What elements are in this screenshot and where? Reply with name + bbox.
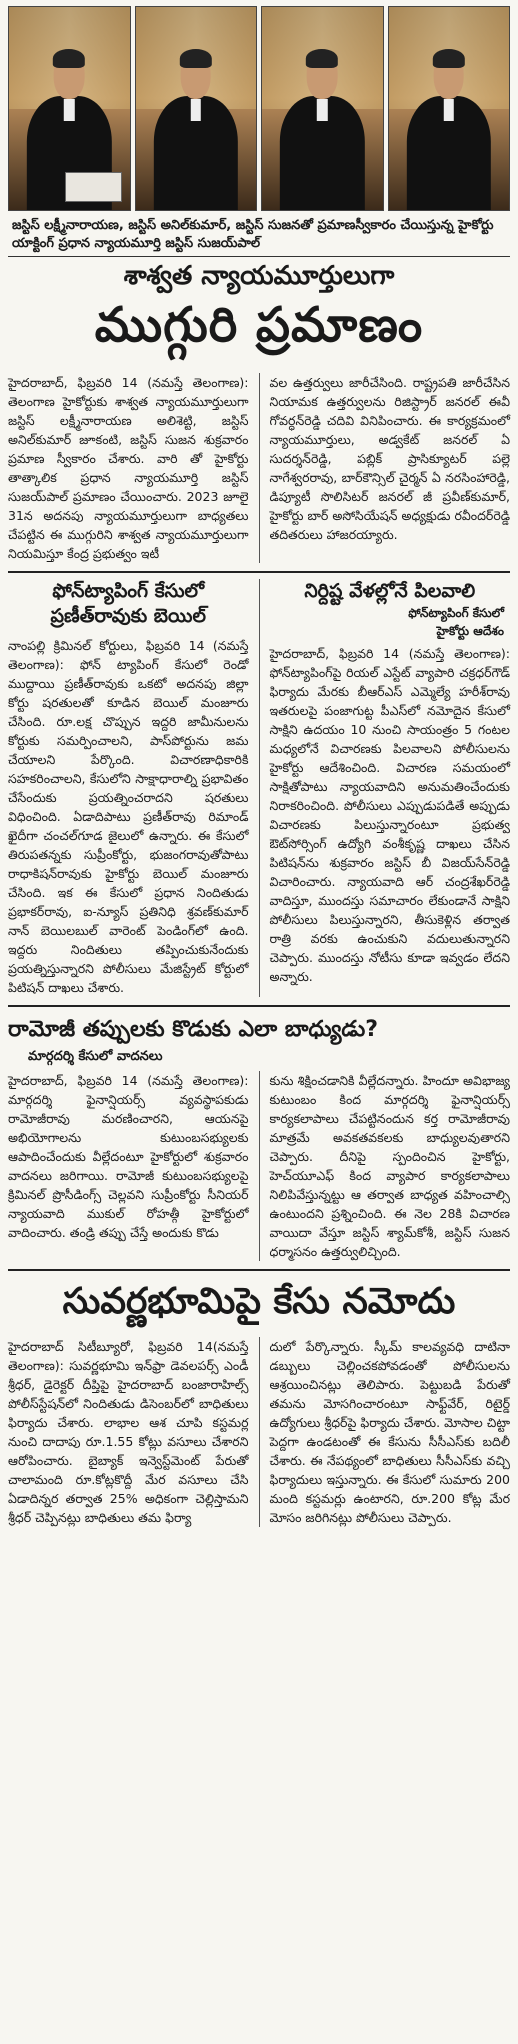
story-suvarnabhoomi-col-2: దులో పేర్కొన్నారు. స్కీమ్ కాలవ్యవధి దాటినా డబ్బులు చెల్లించకపోవడంతో పోలీసులను ఆశ్రయించినట్లు తెలిపారు. పెట్టుబడి పేరుతో తమను మోసగించారంటూ సాఫ్ట్‌వేర్, రిటైర్డ్ ఉద్యోగులు శ్రీధర్‌పై ఫిర్యాదు చేశారు. మోసాల చిట్టా పెద్దగా ఉండటంతో ఈ కేసును సీసీఎస్‌కు బదిలీ చేశారు. ఈ నేపథ్యంలో బాధితులు సీసీఎస్‌కు వచ్చి ఫిర్యాదులు ఇస్తున్నారు. ఈ కేసులో సుమారు 200 మంది కస్టమర్లు ఉంటారని, రూ.200 కోట్ల మేర మోసం జరిగినట్లు పోలీసులు చెప్పారు. xyxy=(269,1339,510,1526)
placard xyxy=(65,172,122,202)
story-bail-body: నాంపల్లి క్రిమినల్ కోర్టులు, ఫిబ్రవరి 14 (నమస్తే తెలంగాణ): ఫోన్ ట్యాపింగ్ కేసులో రెండో ముద్దాయి ప్రణీత్‌రావుకు ఒకటో అదనపు జిల్లా కోర్టు షరతులతో కూడిన బెయిల్ మంజూరు చేసింది. రూ.లక్ష చొప్పున ఇద్దరి జామీనులను కోర్టుకు సమర్పించాలని, పాస్‌పోర్టును జమ చేయాలని పేర్కొంది. విచారణాధికారికి సహకరించాలని, కేసులోని సాక్షాధారాల్ని ప్రభావితం చేసేందుకు ప్రయత్నించరాదని షరతులు విధించింది. ఏడాదిపాటు ప్రణీత్‌రావు రిమాండ్ ఖైదీగా చంచల్‌గూడ జైలులో ఉన్నారు. ఈ కేసులో తిరుపతన్నకు సుప్రీంకోర్టు, భుజంగరావుతోపాటు రాధాకిషన్‌రావుకు హైకోర్టు బెయిల్ మంజూరు చేసింది. ఇక ఈ కేసులో ప్రధాన నిందితుడు ప్రభాకర్‌రావు, ఐ-న్యూస్ ప్రతినిధి శ్రవణ్‌కుమార్ నాన్ బెయిలబుల్ వారెంట్ పెండింగ్‌లో ఉంది. ఇద్దరు నిందితులు తప్పించుకునేందుకు ప్రయత్నిస్తున్నారని పోలీసులు మేజిస్ట్రేట్ కోర్టులో పిటిషన్ దాఖలు చేశారు. xyxy=(8,638,249,996)
story-bail xyxy=(8,579,249,997)
photo-oath-2 xyxy=(135,6,258,211)
story-oath xyxy=(8,261,510,563)
story-ramoji-kicker: మార్గదర్శి కేసులో వాదనలు xyxy=(28,1049,163,1065)
story-ramoji-title: రామోజీ తప్పులకు కొడుకు ఎలా బాధ్యుడు? xyxy=(8,1017,379,1043)
story-ramoji xyxy=(8,1005,510,1261)
story-hours-sub-1: ఫోన్‌ట్యాపింగ్ కేసులో xyxy=(408,605,504,620)
photo-strip xyxy=(8,6,510,211)
column-divider xyxy=(259,373,260,563)
story-suvarnabhoomi-title: సువర్ణభూమిపై కేసు నమోదు xyxy=(62,1281,456,1323)
photo-caption: జస్టిస్ లక్ష్మీనారాయణ, జస్టిస్ అనిల్‌కుమార్, జస్టిస్ సుజనతో ప్రమాణస్వీకారం చేయిస్తున్న హైకోర్టు యాక్టింగ్ ప్రధాన న్యాయమూర్తి జస్టిస్ సుజయ్‌పాల్ xyxy=(12,218,494,251)
story-ramoji-col-1: హైదరాబాద్, ఫిబ్రవరి 14 (నమస్తే తెలంగాణ): మార్గదర్శి ఫైనాన్షియర్స్ వ్యవస్థాపకుడు రామోజీరావు మరణించారని, ఆయనపై అభియోగాలను కుటుంబసభ్యులకు ఆపాదించేందుకు వీల్లేదంటూ హైకోర్టులో శుక్రవారం వాదనలు జరిగాయి. రామోజీ కుటుంబసభ్యులపై క్రిమినల్ ప్రొసీడింగ్స్ చెల్లవని సుప్రీంకోర్టు సీనియర్ న్యాయవాది ముకుల్ రోహత్గీ హైకోర్టులో వాదించారు. తండ్రి తప్పు చేస్తే అందుకు కొడు xyxy=(8,1073,249,1241)
photo-oath-4 xyxy=(388,6,511,211)
photo-oath-3 xyxy=(261,6,384,211)
story-oath-title: ముగ్గురి ప్రమాణం xyxy=(94,297,424,354)
story-oath-pretitle: శాశ్వత న్యాయమూర్తులుగా xyxy=(123,261,395,292)
phone-tapping-section xyxy=(8,571,510,997)
story-hours-title: నిర్దిష్ట వేళల్లోనే పిలవాలి xyxy=(304,580,476,603)
column-divider xyxy=(259,1337,260,1527)
story-bail-title-2: ప్రణీత్‌రావుకు బెయిల్ xyxy=(50,604,206,627)
story-oath-col-1: హైదరాబాద్, ఫిబ్రవరి 14 (నమస్తే తెలంగాణ): తెలంగాణ హైకోర్టుకు శాశ్వత న్యాయమూర్తులుగా జస్టిస్ లక్ష్మీనారాయణ అలిశెట్టి, జస్టిస్ అనిల్‌కుమార్ జూకంటి, జస్టిస్ సుజన శుక్రవారం ప్రమాణ స్వీకారం చేశారు. వారి తో హైకోర్టు తాత్కాలిక ప్రధాన న్యాయమూర్తి జస్టిస్ సుజయ్‌పాల్ ప్రమాణం చేయించారు. 2023 జూలై 31న అదనపు న్యాయమూర్తులుగా బాధ్యతలు చేపట్టిన ఈ ముగ్గురిని శాశ్వత న్యాయమూర్తులుగా నియమిస్తూ కేంద్ర ప్రభుత్వం ఇటీ xyxy=(8,375,249,562)
column-divider xyxy=(259,579,260,997)
photo-oath-1 xyxy=(8,6,131,211)
story-hours-body: హైదరాబాద్, ఫిబ్రవరి 14 (నమస్తే తెలంగాణ): ఫోన్‌ట్యాపింగ్‌పై రియల్ ఎస్టేట్ వ్యాపారి చక్రధర్‌గౌడ్ ఫిర్యాదు మేరకు బీఆర్‌ఎస్ ఎమ్మెల్యే హరీశ్‌రావు ఇతరులపై పంజాగుట్ట పీఎస్‌లో నమోదైన కేసులో సాక్షిని ఉదయం 10 నుంచి సాయంత్రం 5 గంటల మధ్యలోనే విచారణకు పిలవాలని పోలీసులను హైకోర్టు ఆదేశించింది. విచారణ సమయంలో సాక్షితోపాటు న్యాయవాదిని అనుమతించేందుకు నిరాకరించింది. పోలీసులు ఎప్పుడుపడితే అప్పుడు విచారణకు పిలుస్తున్నారంటూ ప్రభుత్వ ఔట్‌సోర్సింగ్ ఉద్యోగి వంశీకృష్ణ దాఖలు చేసిన పిటిషన్‌ను శుక్రవారం జస్టిస్ బీ విజయ్‌సేన్‌రెడ్డి విచారించారు. న్యాయవాది ఆర్ చంద్రశేఖర్‌రెడ్డి వాదిస్తూ, ముందస్తు సమాచారం లేకుండానే సాక్షిని పోలీసులు పిలుస్తున్నారని, తీసుకెళ్లిన తర్వాత రాత్రి వరకు ఉంచుకుని వదులుతున్నారని చెప్పారు. ముందస్తు నోటీసు కూడా ఇవ్వడం లేదని అన్నారు. xyxy=(269,646,510,985)
story-suvarnabhoomi-col-1: హైదరాబాద్ సిటీబ్యూరో, ఫిబ్రవరి 14(నమస్తే తెలంగాణ): సువర్ణభూమి ఇన్‌ఫ్రా డెవలపర్స్ ఎండీ శ్రీధర్, డైరెక్టర్ దీప్తిపై హైదరాబాద్ బంజారాహిల్స్ పోలీస్‌స్టేషన్‌లో నిందితుడు డిసెంబర్‌లో బాధితులు ఫిర్యాదు చేశారు. లాభాల ఆశ చూపి కస్టమర్ల నుంచి దాదాపు రూ.1.55 కోట్లు వసూలు చేశారని ఆరోపించారు. బైబ్యాక్ ఇన్వెస్ట్‌మెంట్ పేరుతో చాలామంది రూ.కోట్లకొద్దీ మేర వసూలు చేసి ఏడాదిన్నర తర్వాత 25% అధికంగా చెల్లిస్తామని శ్రీధర్ చెప్పినట్లు బాధితులు తమ ఫిర్యా xyxy=(8,1339,249,1526)
story-bail-title-1: ఫోన్‌ట్యాపింగ్ కేసులో xyxy=(52,580,205,603)
column-divider xyxy=(259,1071,260,1261)
story-oath-col-2: వల ఉత్తర్వులు జారీచేసింది. రాష్ట్రపతి జారీచేసిన నియామక ఉత్తర్వులను రిజిస్ట్రార్ జనరల్ ఈవీ గోవర్ధన్‌రెడ్డి చదివి వినిపించారు. ఈ కార్యక్రమంలో న్యాయమూర్తులు, అడ్వకేట్ జనరల్ ఏ సుదర్శన్‌రెడ్డి, పబ్లిక్ ప్రాసిక్యూటర్ పల్లె నాగేశ్వరరావు, బార్‌కౌన్సిల్ చైర్మన్ ఏ నరసింహారెడ్డి, డిప్యూటీ సొలిసిటర్ జనరల్ జీ ప్రవీణ్‌కుమార్, హైకోర్టు బార్ అసోసియేషన్ అధ్యక్షుడు రవీందర్‌రెడ్డి తదితరులు హాజరయ్యారు. xyxy=(269,375,510,543)
story-suvarnabhoomi xyxy=(8,1269,510,1527)
divider xyxy=(8,256,510,257)
story-hours-sub-2: హైకోర్టు ఆదేశం xyxy=(436,624,504,639)
story-ramoji-col-2: కును శిక్షించడానికి వీల్లేదన్నారు. హిందూ అవిభాజ్య కుటుంబం కింద మార్గదర్శి ఫైనాన్షియర్స్ కార్యకలాపాలు చేపట్టినందున కర్త రామోజీరావు మాత్రమే అవకతవకలకు బాధ్యులవుతారని చెప్పారు. దీనిపై స్పందించిన హైకోర్టు, హెచ్‌యూఎఫ్ కింద వ్యాపార కార్యకలాపాలు నిలిపివేస్తున్నట్టు ఆ తర్వాత బాధ్యత వహించాల్సి ఉంటుందని ప్రశ్నించింది. ఈ నెల 28కి విచారణ వాయిదా వేస్తూ జస్టిస్ శ్యామ్‌కోశీ, జస్టిస్ సుజన ధర్మాసనం ఉత్తర్వులిచ్చింది. xyxy=(269,1073,510,1260)
story-hours xyxy=(270,579,511,997)
